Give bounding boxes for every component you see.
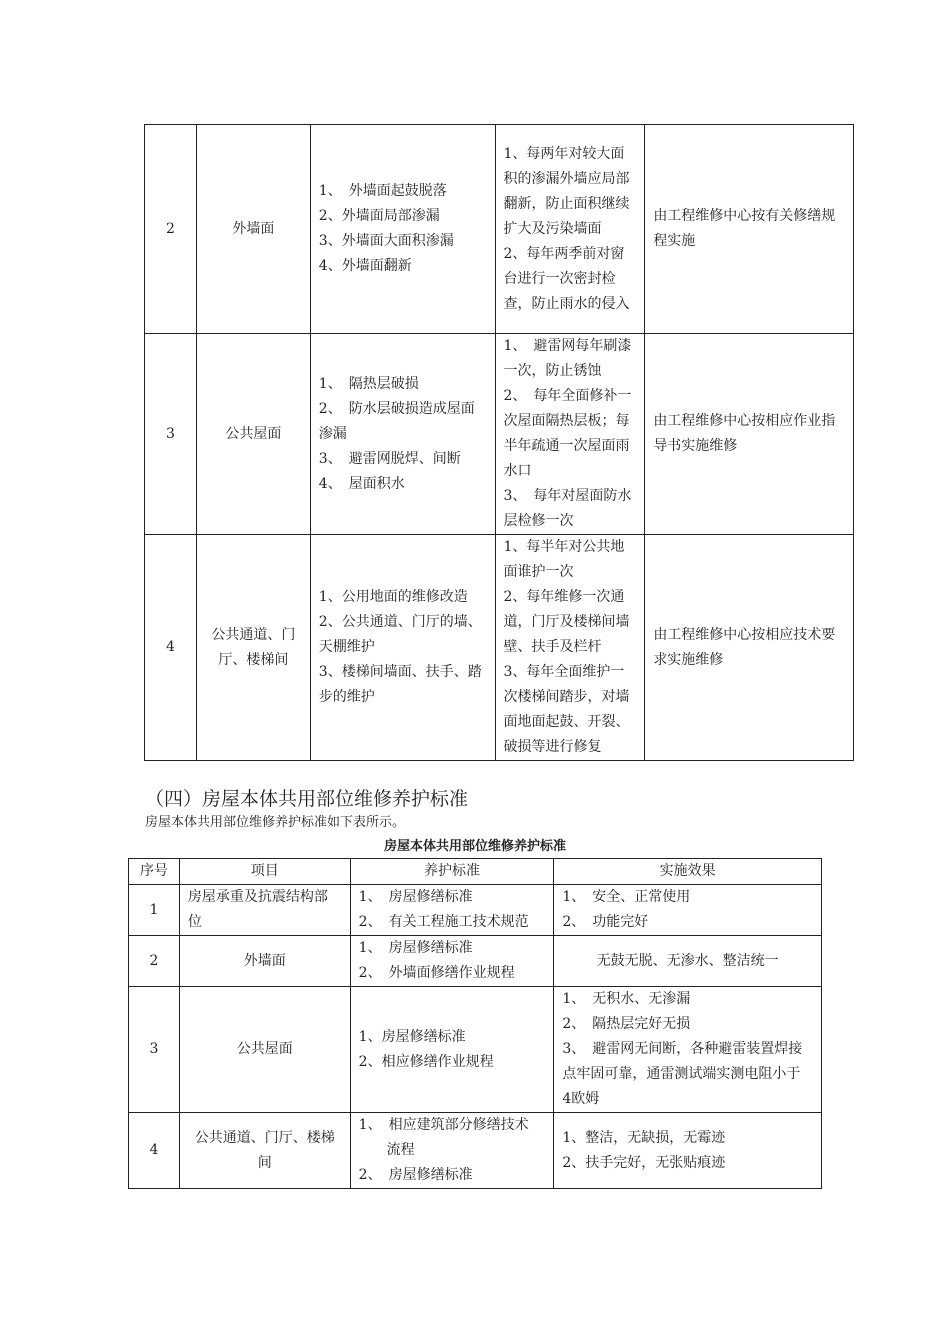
row-number: 1 [129, 885, 180, 936]
table-caption: 房屋本体共用部位维修养护标准 [383, 839, 566, 854]
row-item: 公共屋面 [196, 334, 310, 535]
header-standard: 养护标准 [350, 859, 554, 885]
table-row [129, 987, 822, 1113]
row-item: 公共屋面 [179, 987, 350, 1113]
row-execution: 由工程维修中心按相应作业指导书实施维修 [645, 334, 854, 535]
header-number: 序号 [129, 859, 180, 885]
row-number: 3 [145, 334, 197, 535]
row-effect: 1、整洁，无缺损，无霉迹 2、扶手完好，无张贴痕迹 [554, 1113, 822, 1189]
table-header-row [129, 859, 822, 885]
row-item: 外墙面 [196, 125, 310, 334]
row-effect: 无鼓无脱、无渗水、整洁统一 [554, 936, 822, 987]
row-number: 4 [145, 535, 197, 761]
table-row [129, 936, 822, 987]
row-problems: 1、 外墙面起鼓脱落 2、外墙面局部渗漏 3、外墙面大面积渗漏 4、外墙面翻新 [310, 125, 495, 334]
row-execution: 由工程维修中心按相应技术要求实施维修 [645, 535, 854, 761]
row-measures: 1、每半年对公共地 面谁护一次 2、每年维修一次通 道，门厅及楼梯间墙 壁、扶手及栏杆 3、每年全面维护一 次楼梯间踏步，对墙 面地面起鼓、开裂、 破损等进行修复 [495, 535, 645, 761]
row-item: 外墙面 [179, 936, 350, 987]
row-effect: 1、 无积水、无渗漏 2、 隔热层完好无损 3、 避雷网无间断，各种避雷装置焊接 点牢固可靠，通雷测试端实测电阻小于 4欧姆 [554, 987, 822, 1113]
row-item: 房屋承重及抗震结构部 位 [179, 885, 350, 936]
table-row [145, 125, 854, 334]
row-number: 4 [129, 1113, 180, 1189]
maintenance-standard-table [128, 858, 822, 1189]
row-problems: 1、 隔热层破损 2、 防水层破损造成屋面 渗漏 3、 避雷网脱焊、间断 4、 屋面积水 [310, 334, 495, 535]
header-effect: 实施效果 [554, 859, 822, 885]
row-effect: 1、 安全、正常使用 2、 功能完好 [554, 885, 822, 936]
maintenance-table-continued [144, 124, 854, 761]
row-standard: 1、房屋修缮标准 2、相应修缮作业规程 [350, 987, 554, 1113]
row-number: 3 [129, 987, 180, 1113]
header-item: 项目 [179, 859, 350, 885]
row-problems: 1、公用地面的维修改造 2、公共通道、门厅的墙、 天棚维护 3、楼梯间墙面、扶手、踏 步的维护 [310, 535, 495, 761]
row-standard: 1、 相应建筑部分修缮技术 流程 2、 房屋修缮标准 [350, 1113, 554, 1189]
table-row [145, 535, 854, 761]
row-measures: 1、 避雷网每年刷漆 一次，防止锈蚀 2、 每年全面修补一 次屋面隔热层板；每 半年疏通一次屋面雨 水口 3、 每年对屋面防水 层检修一次 [495, 334, 645, 535]
table-row [129, 1113, 822, 1189]
row-execution: 由工程维修中心按有关修缮规程实施 [645, 125, 854, 334]
row-measures: 1、每两年对较大面 积的渗漏外墙应局部 翻新，防止面积继续 扩大及污染墙面 2、每年两季前对窗 台进行一次密封检 查，防止雨水的侵入 [495, 125, 645, 334]
row-item: 公共通道、门厅、楼梯间 [196, 535, 310, 761]
row-number: 2 [129, 936, 180, 987]
section-heading: （四）房屋本体共用部位维修养护标准 [145, 788, 469, 810]
table-row [129, 885, 822, 936]
row-standard: 1、 房屋修缮标准 2、 有关工程施工技术规范 [350, 885, 554, 936]
row-standard: 1、 房屋修缮标准 2、 外墙面修缮作业规程 [350, 936, 554, 987]
row-item: 公共通道、门厅、楼梯 间 [179, 1113, 350, 1189]
row-number: 2 [145, 125, 197, 334]
section-intro: 房屋本体共用部位维修养护标准如下表所示。 [145, 815, 406, 830]
table-row [145, 334, 854, 535]
